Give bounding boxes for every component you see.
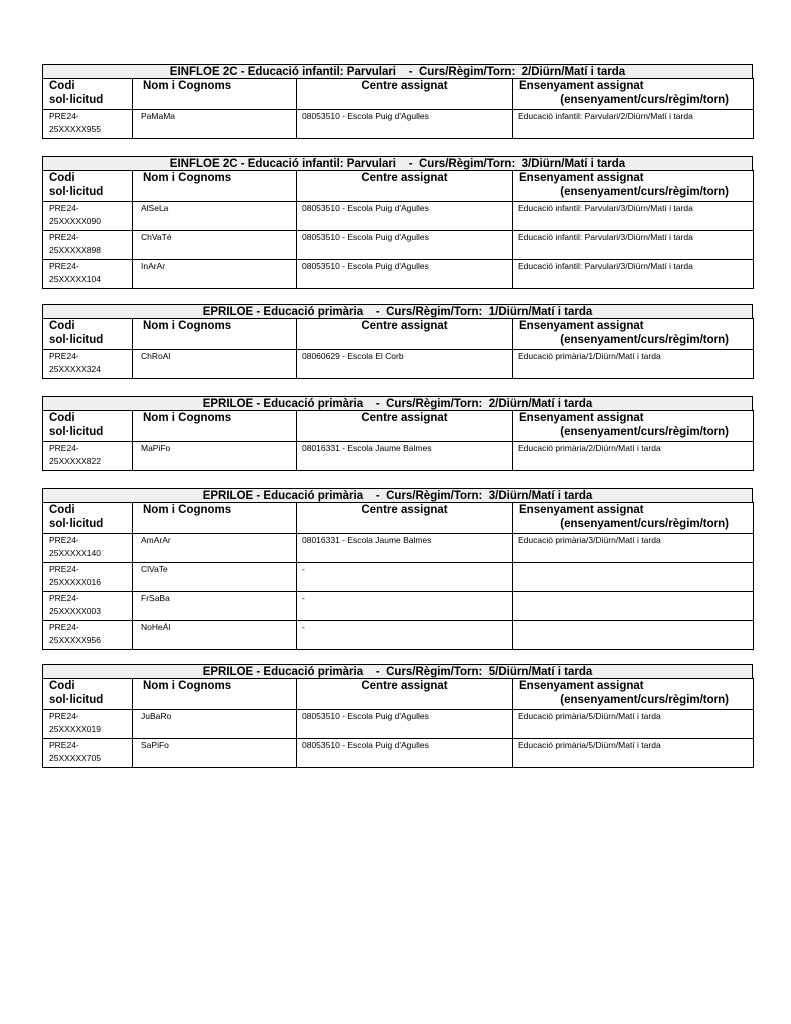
cell-ensenyament: Educació infantil: Parvulari/2/Diürn/Matí i tarda (513, 110, 754, 139)
header-ens-line2: (ensenyament/curs/règim/torn) (560, 426, 729, 438)
code-prefix: PRE24- (49, 622, 79, 632)
cell-code (43, 739, 133, 768)
header-ens-line1: Ensenyament assignat (519, 320, 644, 332)
enrollment-section (42, 64, 753, 139)
cell-ensenyament: Educació primària/5/Diürn/Matí i tarda (513, 710, 754, 739)
cell-centre: 08053510 - Escola Puig d'Agulles (297, 202, 513, 231)
header-codi-line2: sol·licitud (49, 518, 104, 530)
cell-centre: 08016331 - Escola Jaume Balmes (297, 442, 513, 471)
table-row (43, 231, 754, 260)
code-number: 25XXXXX898 (49, 245, 101, 255)
code-prefix: PRE24- (49, 261, 79, 271)
header-nom: Nom i Cognoms (133, 79, 297, 110)
cell-code (43, 231, 133, 260)
table-row (43, 710, 754, 739)
header-ens-line2: (ensenyament/curs/règim/torn) (560, 334, 729, 346)
header-codi (43, 171, 133, 202)
enrollment-section (42, 664, 753, 768)
code-prefix: PRE24- (49, 232, 79, 242)
header-row (43, 411, 754, 442)
cell-code (43, 442, 133, 471)
header-codi-line2: sol·licitud (49, 186, 104, 198)
cell-ensenyament: Educació infantil: Parvulari/3/Diürn/Matí i tarda (513, 202, 754, 231)
header-ensenyament (513, 503, 754, 534)
table-row (43, 739, 754, 768)
cell-name: ClVaTe (133, 563, 297, 592)
header-row (43, 503, 754, 534)
cell-name: InArAr (133, 260, 297, 289)
header-codi (43, 79, 133, 110)
header-nom: Nom i Cognoms (133, 679, 297, 710)
header-row (43, 679, 754, 710)
header-codi-line1: Codi (49, 504, 75, 516)
cell-name: AlSeLa (133, 202, 297, 231)
cell-name: ChVaTé (133, 231, 297, 260)
table-row (43, 621, 754, 650)
cell-code (43, 202, 133, 231)
table-row (43, 260, 754, 289)
header-codi (43, 411, 133, 442)
code-number: 25XXXXX104 (49, 274, 101, 284)
header-ensenyament (513, 411, 754, 442)
cell-name: PaMaMa (133, 110, 297, 139)
header-centre: Centre assignat (297, 411, 513, 442)
code-number: 25XXXXX019 (49, 724, 101, 734)
header-ens-line2: (ensenyament/curs/règim/torn) (560, 186, 729, 198)
code-number: 25XXXXX016 (49, 577, 101, 587)
header-ensenyament (513, 679, 754, 710)
table-row (43, 350, 754, 379)
header-centre: Centre assignat (297, 503, 513, 534)
code-number: 25XXXXX140 (49, 548, 101, 558)
cell-centre: 08053510 - Escola Puig d'Agulles (297, 231, 513, 260)
cell-code (43, 621, 133, 650)
code-prefix: PRE24- (49, 535, 79, 545)
section-title: EINFLOE 2C - Educació infantil: Parvulari - Curs/Règim/Torn: 2/Diürn/Matí i tarda (42, 64, 753, 78)
header-ens-line1: Ensenyament assignat (519, 680, 644, 692)
cell-centre: - (297, 621, 513, 650)
header-nom: Nom i Cognoms (133, 411, 297, 442)
header-codi (43, 319, 133, 350)
enrollment-section (42, 396, 753, 471)
header-codi-line1: Codi (49, 412, 75, 424)
enrollment-section (42, 156, 753, 289)
code-prefix: PRE24- (49, 443, 79, 453)
header-codi-line2: sol·licitud (49, 694, 104, 706)
code-number: 25XXXXX003 (49, 606, 101, 616)
assignment-table (42, 170, 754, 289)
header-nom: Nom i Cognoms (133, 171, 297, 202)
code-prefix: PRE24- (49, 711, 79, 721)
header-ensenyament (513, 171, 754, 202)
section-title: EPRILOE - Educació primària - Curs/Règim/Torn: 2/Diürn/Matí i tarda (42, 396, 753, 410)
header-ens-line1: Ensenyament assignat (519, 412, 644, 424)
header-ens-line1: Ensenyament assignat (519, 504, 644, 516)
header-codi (43, 503, 133, 534)
code-number: 25XXXXX955 (49, 124, 101, 134)
cell-name: ChRoAl (133, 350, 297, 379)
table-row (43, 442, 754, 471)
cell-code (43, 260, 133, 289)
cell-name: NoHeÁl (133, 621, 297, 650)
enrollment-section (42, 304, 753, 379)
header-codi (43, 679, 133, 710)
header-ens-line2: (ensenyament/curs/règim/torn) (560, 694, 729, 706)
cell-centre: 08053510 - Escola Puig d'Agulles (297, 110, 513, 139)
cell-ensenyament (513, 563, 754, 592)
cell-ensenyament: Educació infantil: Parvulari/3/Diürn/Matí i tarda (513, 260, 754, 289)
table-row (43, 592, 754, 621)
code-number: 25XXXXX324 (49, 364, 101, 374)
assignment-table (42, 410, 754, 471)
cell-code (43, 534, 133, 563)
cell-centre: 08053510 - Escola Puig d'Agulles (297, 739, 513, 768)
code-number: 25XXXXX822 (49, 456, 101, 466)
header-centre: Centre assignat (297, 79, 513, 110)
cell-centre: 08053510 - Escola Puig d'Agulles (297, 260, 513, 289)
cell-centre: 08060629 - Escola El Corb (297, 350, 513, 379)
cell-ensenyament: Educació infantil: Parvulari/3/Diürn/Matí i tarda (513, 231, 754, 260)
cell-ensenyament (513, 621, 754, 650)
header-codi-line2: sol·licitud (49, 94, 104, 106)
cell-centre: 08053510 - Escola Puig d'Agulles (297, 710, 513, 739)
table-row (43, 110, 754, 139)
cell-code (43, 350, 133, 379)
header-ens-line1: Ensenyament assignat (519, 172, 644, 184)
assignment-table (42, 318, 754, 379)
header-codi-line2: sol·licitud (49, 426, 104, 438)
header-nom: Nom i Cognoms (133, 319, 297, 350)
cell-name: MaPiFo (133, 442, 297, 471)
cell-code (43, 710, 133, 739)
code-number: 25XXXXX705 (49, 753, 101, 763)
header-codi-line2: sol·licitud (49, 334, 104, 346)
cell-ensenyament: Educació primària/1/Diürn/Matí i tarda (513, 350, 754, 379)
header-codi-line1: Codi (49, 80, 75, 92)
code-number: 25XXXXX090 (49, 216, 101, 226)
header-ensenyament (513, 79, 754, 110)
code-prefix: PRE24- (49, 203, 79, 213)
cell-code (43, 592, 133, 621)
assignment-table (42, 678, 754, 768)
code-prefix: PRE24- (49, 593, 79, 603)
cell-centre: 08016331 - Escola Jaume Balmes (297, 534, 513, 563)
section-title: EPRILOE - Educació primària - Curs/Règim/Torn: 1/Diürn/Matí i tarda (42, 304, 753, 318)
code-prefix: PRE24- (49, 564, 79, 574)
cell-name: JuBaRo (133, 710, 297, 739)
cell-code (43, 110, 133, 139)
section-title: EINFLOE 2C - Educació infantil: Parvulari - Curs/Règim/Torn: 3/Diürn/Matí i tarda (42, 156, 753, 170)
header-ensenyament (513, 319, 754, 350)
table-row (43, 534, 754, 563)
cell-ensenyament: Educació primària/2/Diürn/Matí i tarda (513, 442, 754, 471)
code-prefix: PRE24- (49, 351, 79, 361)
cell-ensenyament: Educació primària/3/Diürn/Matí i tarda (513, 534, 754, 563)
header-row (43, 319, 754, 350)
header-centre: Centre assignat (297, 319, 513, 350)
code-prefix: PRE24- (49, 111, 79, 121)
cell-name: FrSaBa (133, 592, 297, 621)
header-nom: Nom i Cognoms (133, 503, 297, 534)
assignment-table (42, 502, 754, 650)
cell-name: SaPiFo (133, 739, 297, 768)
section-title: EPRILOE - Educació primària - Curs/Règim/Torn: 3/Diürn/Matí i tarda (42, 488, 753, 502)
enrollment-section (42, 488, 753, 650)
header-ens-line1: Ensenyament assignat (519, 80, 644, 92)
code-prefix: PRE24- (49, 740, 79, 750)
code-number: 25XXXXX956 (49, 635, 101, 645)
cell-code (43, 563, 133, 592)
header-codi-line1: Codi (49, 680, 75, 692)
cell-name: AmArAr (133, 534, 297, 563)
header-codi-line1: Codi (49, 172, 75, 184)
header-codi-line1: Codi (49, 320, 75, 332)
cell-centre: - (297, 592, 513, 621)
section-title: EPRILOE - Educació primària - Curs/Règim/Torn: 5/Diürn/Matí i tarda (42, 664, 753, 678)
assignment-table (42, 78, 754, 139)
header-ens-line2: (ensenyament/curs/règim/torn) (560, 94, 729, 106)
header-row (43, 171, 754, 202)
header-centre: Centre assignat (297, 171, 513, 202)
cell-ensenyament (513, 592, 754, 621)
header-ens-line2: (ensenyament/curs/règim/torn) (560, 518, 729, 530)
table-row (43, 202, 754, 231)
header-row (43, 79, 754, 110)
cell-ensenyament: Educació primària/5/Diürn/Matí i tarda (513, 739, 754, 768)
table-row (43, 563, 754, 592)
cell-centre: - (297, 563, 513, 592)
header-centre: Centre assignat (297, 679, 513, 710)
